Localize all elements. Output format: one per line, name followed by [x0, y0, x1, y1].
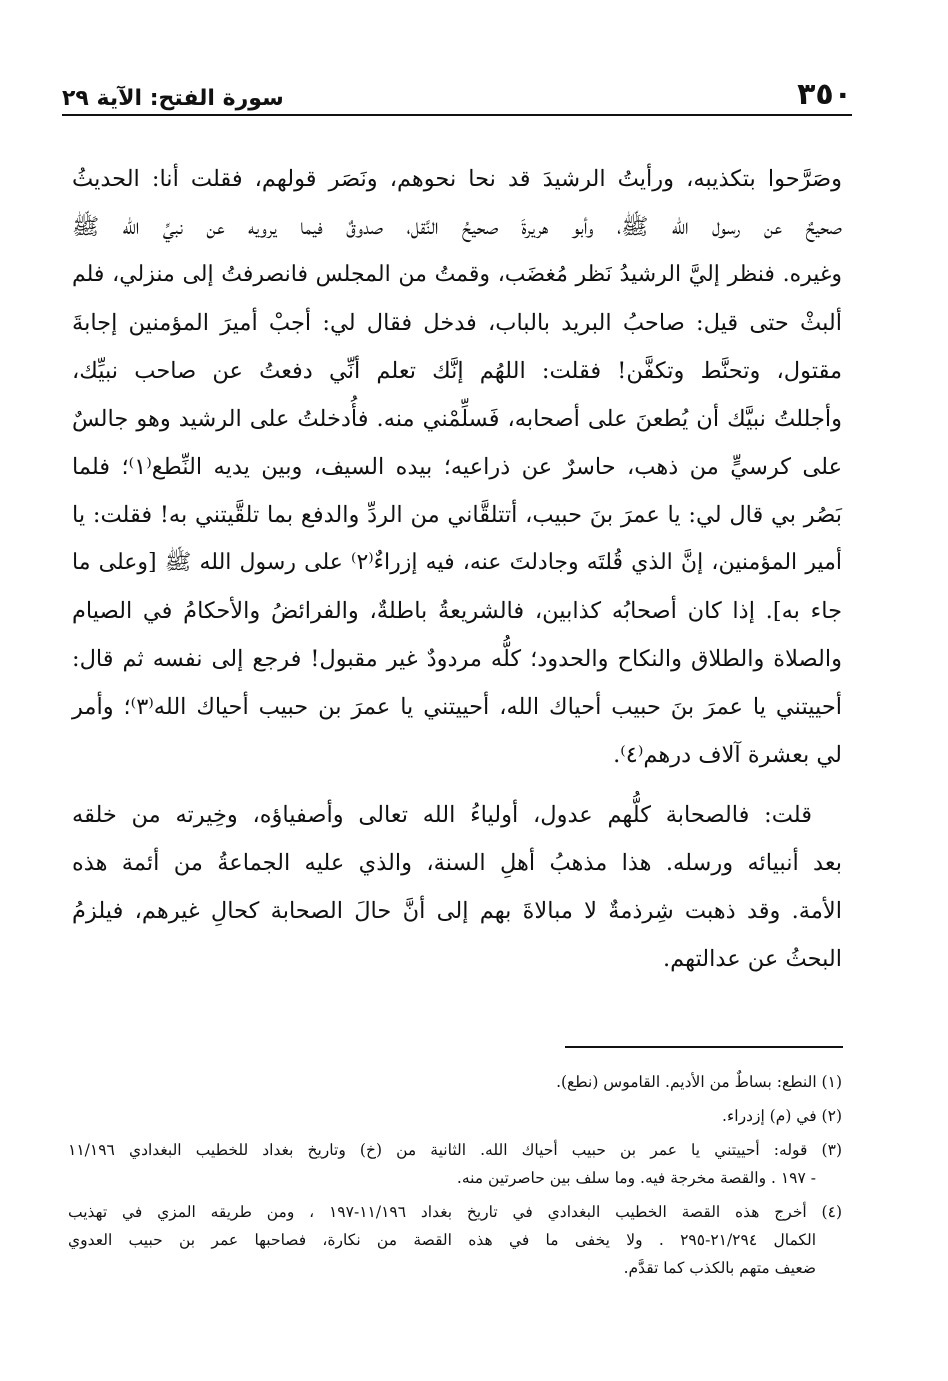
footnote-separator: [565, 1046, 843, 1048]
paragraph-2: [72, 791, 842, 983]
footnote-line: (٢) في (م) إزدراء.: [722, 1107, 842, 1125]
text-line: الأمة. وقد ذهبت شِرذمةٌ لا مبالاةَ بهم إلى أنَّ حالَ الصحابة كحالِ غيرهم، فيلزمُ: [72, 898, 842, 924]
footnote-2: [68, 1102, 842, 1130]
text-line: مقتول، وتحنَّط وتكفَّن! فقلت: اللهُم إنَّك تعلم أنِّي دفعتُ عن صاحب نبيِّك،: [72, 358, 843, 384]
footnote-4: [68, 1198, 842, 1282]
text-line: وغيره. فنظر إليَّ الرشيدُ نَظر مُغضَب، وقمتُ من المجلس فانصرفتُ إلى منزلي، فلم: [72, 262, 842, 287]
footnotes: [68, 1068, 842, 1288]
footnote-line: ضعيف متهم بالكذب كما تقدَّم.: [623, 1259, 816, 1277]
text-line: بَصُر بي قال لي: يا عمرَ بنَ حبيب، أتتلقَّاني من الردِّ والدفع بما تلقَّيتني به! فقلت: يا: [72, 502, 842, 528]
text-line: على كرسيٍّ من ذهب، حاسرٌ عن ذراعيه؛ بيده السيف، وبين يديه النِّطع⁽١⁾؛ فلما: [72, 454, 843, 480]
text-line: وصَرَّحوا بتكذيبه، ورأيتُ الرشيدَ قد نحا نحوهم، ونَصَر قولهم، فقلت أنا: الحديثُ: [72, 166, 842, 192]
text-line: صحيحٌ عن رسول الله ﷺ، وأبو هريرةَ صحيحُ النَّقل، صدوقٌ فيما يرويه عن نبيِّ الله ﷺ: [72, 214, 842, 240]
footnote-line: (٣) قوله: أحييتني يا عمر بن حبيب أحياك الله. الثانية من (خ) وتاريخ بغداد للخطيب البغدادي ١١/١٩٦: [68, 1141, 842, 1159]
text-line: البحثُ عن عدالتهم.: [662, 946, 842, 972]
page-header: [62, 76, 852, 116]
running-title: سورة الفتح: الآية ٢٩: [62, 86, 284, 111]
text-line: وأجللتُ نبيَّك أن يُطعنَ على أصحابه، فَسلِّمْني منه. فأُدخلتُ على الرشيد وهو جالسٌ: [72, 406, 842, 432]
footnote-line: الكمال ٢١/٢٩٤-٢٩٥ . ولا يخفى ما في هذه القصة من نكارة، فصاحبها عمر بن حبيب العدوي: [68, 1231, 816, 1249]
text-line: ألبثْ حتى قيل: صاحبُ البريد بالباب، فدخل فقال لي: أجبْ أميرَ المؤمنين إجابةَ: [72, 310, 842, 336]
text-line: قلت: فالصحابة كلُّهم عدول، أولياءُ الله تعالى وأصفياؤه، وخِيرته من خلقه: [72, 802, 812, 828]
footnote-line: (١) النطع: بساطٌ من الأديم. القاموس (نطع).: [556, 1073, 842, 1091]
footnote-line: (٤) أخرج هذه القصة الخطيب البغدادي في تاريخ بغداد ١١/١٩٦-١٩٧ ، ومن طريقه المزي في تهذيب: [68, 1203, 842, 1221]
main-text: [72, 155, 842, 983]
footnote-1: [68, 1068, 842, 1096]
footnote-3: [68, 1136, 842, 1192]
text-line: والصلاة والطلاق والنكاح والحدود؛ كلُّه مردودٌ غير مقبول! فرجع إلى نفسه ثم قال:: [72, 646, 842, 672]
paragraph-1: [72, 155, 842, 779]
text-line: لي بعشرة آلاف درهم⁽٤⁾.: [613, 742, 842, 768]
text-line: جاء به]. إذا كان أصحابُه كذابين، فالشريعةُ باطلةٌ، والفرائضُ والأحكامُ في الصيام: [72, 598, 842, 624]
paragraph-gap: [72, 779, 842, 791]
page-number: ٣٥٠: [797, 77, 852, 112]
text-line: بعد أنبيائه ورسله. هذا مذهبُ أهلِ السنة، والذي عليه الجماعةُ من أئمة هذه: [72, 850, 842, 876]
footnote-line: - ١٩٧ . والقصة مخرجة فيه. وما سلف بين حاصرتين منه.: [456, 1169, 816, 1187]
text-line: أحييتني يا عمرَ بنَ حبيب أحياك الله، أحييتني يا عمرَ بن حبيب أحياك الله⁽٣⁾؛ وأمر: [72, 694, 842, 720]
text-line: أمير المؤمنين، إنَّ الذي قُلتَه وجادلتَ عنه، فيه إزراءٌ⁽٢⁾ على رسول الله ﷺ [وعلى ما: [72, 550, 843, 575]
